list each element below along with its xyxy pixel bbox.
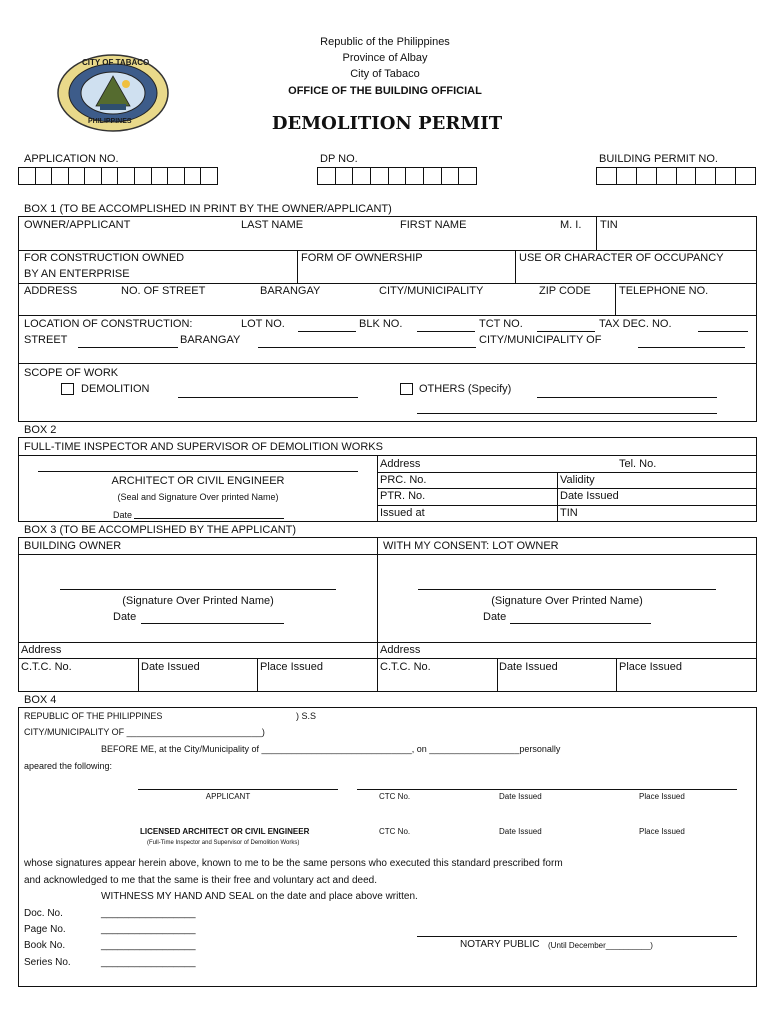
digit-box[interactable] xyxy=(201,168,217,184)
box1-heading: BOX 1 (TO BE ACCOMPLISHED IN PRINT BY THE OWNER/APPLICANT) xyxy=(24,203,392,215)
digit-box[interactable] xyxy=(353,168,371,184)
notary-public-label: NOTARY PUBLIC xyxy=(460,939,540,950)
barangay2-label: BARANGAY xyxy=(180,334,241,346)
digit-box[interactable] xyxy=(459,168,476,184)
lot-owner-signature-line[interactable] xyxy=(418,589,716,590)
applicant-place-issued-label: Place Issued xyxy=(639,792,685,801)
no-of-street-label[interactable]: NO. OF STREET xyxy=(121,285,206,297)
issued-at-label[interactable]: Issued at xyxy=(380,507,425,519)
owner-ctc-label[interactable]: C.T.C. No. xyxy=(21,661,72,673)
dp-no-boxes[interactable] xyxy=(317,167,477,185)
digit-box[interactable] xyxy=(597,168,617,184)
box2-title: FULL-TIME INSPECTOR AND SUPERVISOR OF DEMOLITION WORKS xyxy=(24,441,383,453)
lot-owner-date-line[interactable] xyxy=(510,623,651,624)
digit-box[interactable] xyxy=(406,168,424,184)
engineer-ctc-label: CTC No. xyxy=(379,827,411,836)
blk-no-line[interactable] xyxy=(417,331,475,332)
validity-label[interactable]: Validity xyxy=(560,474,595,486)
digit-box[interactable] xyxy=(716,168,736,184)
licensed-label: LICENSED ARCHITECT OR CIVIL ENGINEER xyxy=(140,827,310,836)
box2-heading: BOX 2 xyxy=(24,424,57,436)
seal-signature-label: (Seal and Signature Over printed Name) xyxy=(117,492,279,502)
inspector-date-label: Date xyxy=(113,510,133,520)
header-republic: Republic of the Philippines xyxy=(320,36,450,48)
others-label: OTHERS (Specify) xyxy=(419,383,512,395)
ptr-date-issued-label[interactable]: Date Issued xyxy=(560,490,619,502)
seal-text-top: CITY OF TABACO xyxy=(82,58,150,67)
zip-code-label[interactable]: ZIP CODE xyxy=(539,285,591,297)
scope-of-work-label: SCOPE OF WORK xyxy=(24,367,119,379)
form-of-ownership-label[interactable]: FORM OF OWNERSHIP xyxy=(301,252,423,264)
notary-signature-line[interactable] xyxy=(417,936,737,937)
lot-no-label: LOT NO. xyxy=(241,318,285,330)
use-character-label[interactable]: USE OR CHARACTER OF OCCUPANCY xyxy=(519,252,724,264)
applicant-label: APPLICANT xyxy=(205,792,251,801)
box3-heading: BOX 3 (TO BE ACCOMPLISHED BY THE APPLICANT) xyxy=(24,524,297,536)
street-label: STREET xyxy=(24,334,68,346)
digit-box[interactable] xyxy=(442,168,460,184)
digit-box[interactable] xyxy=(85,168,102,184)
city-of-label: CITY/MUNICIPALITY OF xyxy=(479,334,602,346)
applicant-signature-line[interactable] xyxy=(138,789,338,790)
lot-owner-ctc-label[interactable]: C.T.C. No. xyxy=(380,661,431,673)
digit-box[interactable] xyxy=(152,168,169,184)
first-name-label[interactable]: FIRST NAME xyxy=(400,219,467,231)
lot-owner-date-label: Date xyxy=(483,611,507,623)
digit-box[interactable] xyxy=(657,168,677,184)
dp-no-label: DP NO. xyxy=(320,153,358,165)
header-city: City of Tabaco xyxy=(350,68,420,80)
telephone-no-label[interactable]: TELEPHONE NO. xyxy=(619,285,709,297)
page-no-blank[interactable]: _________________ xyxy=(101,924,196,935)
city-of-line[interactable] xyxy=(638,347,745,348)
tin-label[interactable]: TIN xyxy=(600,219,618,231)
whose-signatures-text: whose signatures appear herein above, known to me to be the same persons who executed this standard prescribed form xyxy=(24,858,563,869)
inspector-address-label[interactable]: Address xyxy=(380,458,421,470)
inspector-date-line[interactable] xyxy=(134,518,284,519)
enterprise-label: BY AN ENTERPRISE xyxy=(24,268,130,280)
owner-date-line[interactable] xyxy=(141,623,284,624)
inspector-tin-label[interactable]: TIN xyxy=(560,507,578,519)
owner-place-issued-label[interactable]: Place Issued xyxy=(260,661,323,673)
digit-box[interactable] xyxy=(389,168,407,184)
page-title: DEMOLITION PERMIT xyxy=(271,113,503,134)
digit-box[interactable] xyxy=(696,168,716,184)
digit-box[interactable] xyxy=(52,168,69,184)
book-no-blank[interactable]: _________________ xyxy=(101,940,196,951)
digit-box[interactable] xyxy=(336,168,354,184)
city-of-notary-label: CITY/MUNICIPALITY OF ___________________________) xyxy=(24,727,265,737)
engineer-date-issued-label: Date Issued xyxy=(499,827,542,836)
architect-label: ARCHITECT OR CIVIL ENGINEER xyxy=(111,475,285,487)
inspector-signature-line[interactable] xyxy=(38,471,358,472)
before-me-text: BEFORE ME, at the City/Municipality of ______________________________, on __________________personally xyxy=(101,744,561,754)
box4-heading: BOX 4 xyxy=(24,694,57,706)
others-line-1[interactable] xyxy=(537,397,717,398)
others-line-2[interactable] xyxy=(417,413,717,414)
lot-owner-place-issued-label[interactable]: Place Issued xyxy=(619,661,682,673)
inspector-tel-label[interactable]: Tel. No. xyxy=(619,458,657,470)
lot-owner-date-issued-label[interactable]: Date Issued xyxy=(499,661,558,673)
acknowledged-text: and acknowledged to me that the same is their free and voluntary act and deed. xyxy=(24,875,377,886)
building-permit-no-label: BUILDING PERMIT NO. xyxy=(599,153,718,165)
seal-text-bottom: PHILIPPINES xyxy=(88,118,132,125)
digit-box[interactable] xyxy=(168,168,185,184)
book-no-label: Book No. xyxy=(24,940,66,951)
fulltime-label: (Full-Time Inspector and Supervisor of Demolition Works) xyxy=(147,840,300,846)
engineer-place-issued-label: Place Issued xyxy=(639,827,685,836)
digit-box[interactable] xyxy=(371,168,389,184)
barangay-line[interactable] xyxy=(258,347,476,348)
digit-box[interactable] xyxy=(424,168,442,184)
mi-label[interactable]: M. I. xyxy=(560,219,582,231)
building-permit-no-boxes[interactable] xyxy=(596,167,756,185)
digit-box[interactable] xyxy=(637,168,657,184)
prc-no-label[interactable]: PRC. No. xyxy=(380,474,427,486)
owner-date-label: Date xyxy=(113,611,137,623)
last-name-label[interactable]: LAST NAME xyxy=(241,219,304,231)
others-checkbox[interactable] xyxy=(400,383,413,395)
street-line[interactable] xyxy=(78,347,178,348)
header-office: OFFICE OF THE BUILDING OFFICIAL xyxy=(288,85,482,97)
ptr-no-label[interactable]: PTR. No. xyxy=(380,490,426,502)
digit-box[interactable] xyxy=(36,168,53,184)
address-label: ADDRESS xyxy=(24,285,78,297)
owner-signature-line[interactable] xyxy=(60,589,336,590)
demolition-checkbox[interactable] xyxy=(61,383,74,395)
witness-text: WITHNESS MY HAND AND SEAL on the date and place above written. xyxy=(101,891,418,902)
tct-no-label: TCT NO. xyxy=(479,318,523,330)
tax-dec-no-label: TAX DEC. NO. xyxy=(599,318,672,330)
notary-until-label: (Until December__________) xyxy=(548,941,653,950)
lot-owner-consent-label: WITH MY CONSENT: LOT OWNER xyxy=(383,540,559,552)
owner-address-label[interactable]: Address xyxy=(21,644,62,656)
city-municipality-label[interactable]: CITY/MUNICIPALITY xyxy=(379,285,484,297)
blk-no-label: BLK NO. xyxy=(359,318,403,330)
owner-date-issued-label[interactable]: Date Issued xyxy=(141,661,200,673)
doc-no-blank[interactable]: _________________ xyxy=(101,908,196,919)
application-no-boxes[interactable] xyxy=(18,167,218,185)
applicant-ctc-label: CTC No. xyxy=(379,792,411,801)
digit-box[interactable] xyxy=(677,168,697,184)
demolition-label: DEMOLITION xyxy=(81,383,150,395)
owner-signature-label: (Signature Over Printed Name) xyxy=(122,595,274,607)
lot-owner-signature-label: (Signature Over Printed Name) xyxy=(491,595,643,607)
digit-box[interactable] xyxy=(318,168,336,184)
tax-dec-no-line[interactable] xyxy=(698,331,748,332)
series-no-blank[interactable]: _________________ xyxy=(101,957,196,968)
doc-no-label: Doc. No. xyxy=(24,908,63,919)
digit-box[interactable] xyxy=(118,168,135,184)
digit-box[interactable] xyxy=(19,168,36,184)
applicant-ctc-line[interactable] xyxy=(357,789,737,790)
tct-no-line[interactable] xyxy=(537,331,595,332)
ss-label: ) S.S xyxy=(296,711,317,721)
demolition-line[interactable] xyxy=(178,397,358,398)
digit-box[interactable] xyxy=(185,168,202,184)
digit-box[interactable] xyxy=(135,168,152,184)
lot-no-line[interactable] xyxy=(298,331,356,332)
digit-box[interactable] xyxy=(102,168,119,184)
digit-box[interactable] xyxy=(69,168,86,184)
owner-applicant-label: OWNER/APPLICANT xyxy=(24,219,131,231)
applicant-date-issued-label: Date Issued xyxy=(499,792,542,801)
digit-box[interactable] xyxy=(617,168,637,184)
application-no-label: APPLICATION NO. xyxy=(24,153,119,165)
header-province: Province of Albay xyxy=(342,52,428,64)
construction-owned-label: FOR CONSTRUCTION OWNED xyxy=(24,252,185,264)
lot-owner-address-label[interactable]: Address xyxy=(380,644,421,656)
appeared-text: apeared the following: xyxy=(24,761,113,771)
series-no-label: Series No. xyxy=(24,957,71,968)
republic-label: REPUBLIC OF THE PHILIPPINES xyxy=(24,711,163,721)
digit-box[interactable] xyxy=(736,168,755,184)
building-owner-label: BUILDING OWNER xyxy=(24,540,122,552)
location-label: LOCATION OF CONSTRUCTION: xyxy=(24,318,193,330)
page-no-label: Page No. xyxy=(24,924,66,935)
barangay-label[interactable]: BARANGAY xyxy=(260,285,321,297)
